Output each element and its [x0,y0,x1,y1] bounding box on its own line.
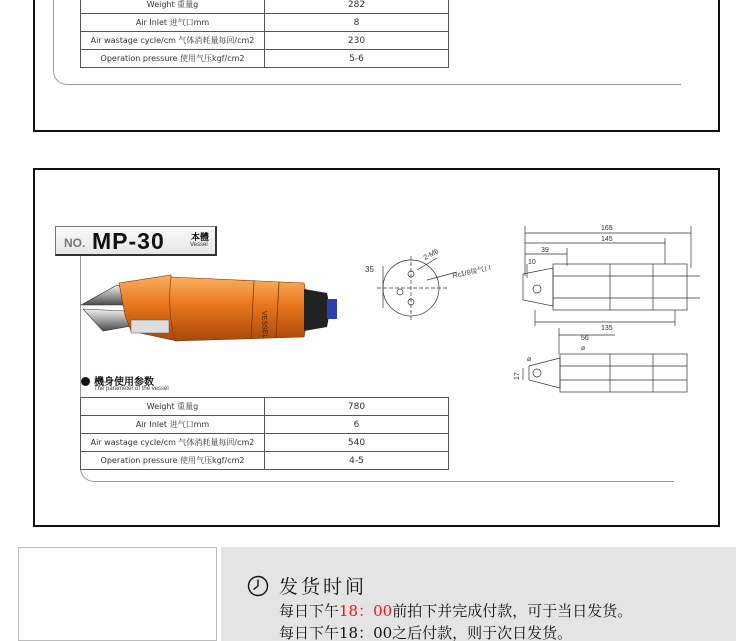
spec-label: Weight 重量g [81,398,265,416]
shipping-line-1 [279,600,632,621]
dim-165: 165 [601,225,613,232]
spec-label: Air Inlet 进气口mm [81,14,265,32]
spec-label: Air Inlet 进气口mm [81,416,265,434]
spec-value: 282 [265,0,449,14]
shipping-section [18,547,736,641]
spec-value: 8 [265,14,449,32]
model-title-cn: 本體 [191,233,210,243]
shipping-cutoff-time: 18：00 [339,602,393,620]
brand-label: VESSEL [260,310,268,339]
footer-blank-panel [18,547,217,641]
spec-value: 6 [265,416,449,434]
param-heading-cn: 機身使用参数 [94,377,154,388]
dim-2m6: 2-M6 [422,248,441,262]
air-nipper-photo [79,265,339,355]
shipping-line-2: 每日下午18：00之后付款，则于次日发货。 [279,624,573,641]
dim-145: 145 [601,236,613,243]
table-row [81,434,449,452]
spec-label: Weight 重量g [81,0,265,14]
side-view-body [553,264,687,310]
bullet-icon [81,377,90,386]
shipping-line1-pre: 每日下午 [279,602,340,620]
model-no-prefix: NO. [64,236,86,250]
spec-label: Air wastage cycle/cm 气体消耗量每回/cm2 [81,32,265,50]
shipping-line1-post: 前拍下并完成付款，可于当日发货。 [392,602,633,620]
spec-value: 5-6 [265,50,449,68]
spec-value: 230 [265,32,449,50]
spec-label: Operation pressure 使用气压kgf/cm2 [81,452,265,470]
tool-body [170,277,307,341]
spec-value: 540 [265,434,449,452]
param-heading-en: The parameter of the vessel [94,386,169,392]
model-title-en: Vessel [190,242,208,248]
dim-phi-17: ⌀ [527,356,532,363]
spec-label: Operation pressure 使用气压kgf/cm2 [81,50,265,68]
product-panel-mp30 [33,168,720,527]
table-row [81,0,449,14]
technical-drawing [355,218,700,408]
clock-icon [247,575,269,597]
table-row [81,32,449,50]
dim-35: 35 [365,265,374,274]
shipping-info-panel [221,547,736,641]
spec-value: 4-5 [265,452,449,470]
spec-panel-previous [33,0,720,132]
dim-17: 17 [514,372,521,380]
table-row [81,14,449,32]
dim-phi-56: ⌀ [581,345,586,352]
spec-table-previous [80,0,449,68]
dim-39: 39 [541,247,549,254]
spec-label: Air wastage cycle/cm 气体消耗量每回/cm2 [81,434,265,452]
table-row [81,452,449,470]
dim-port: Rc1/8接气口 [451,264,492,280]
dim-10: 10 [528,259,536,266]
dim-56: 56 [581,335,589,342]
model-name: MP-30 [92,228,165,254]
shipping-title: 发货时间 [279,576,368,598]
top-view-body [560,354,687,392]
spec-value: 780 [265,398,449,416]
dim-135: 135 [601,325,613,332]
model-title-box [55,226,217,256]
table-row [81,416,449,434]
table-row [81,50,449,68]
